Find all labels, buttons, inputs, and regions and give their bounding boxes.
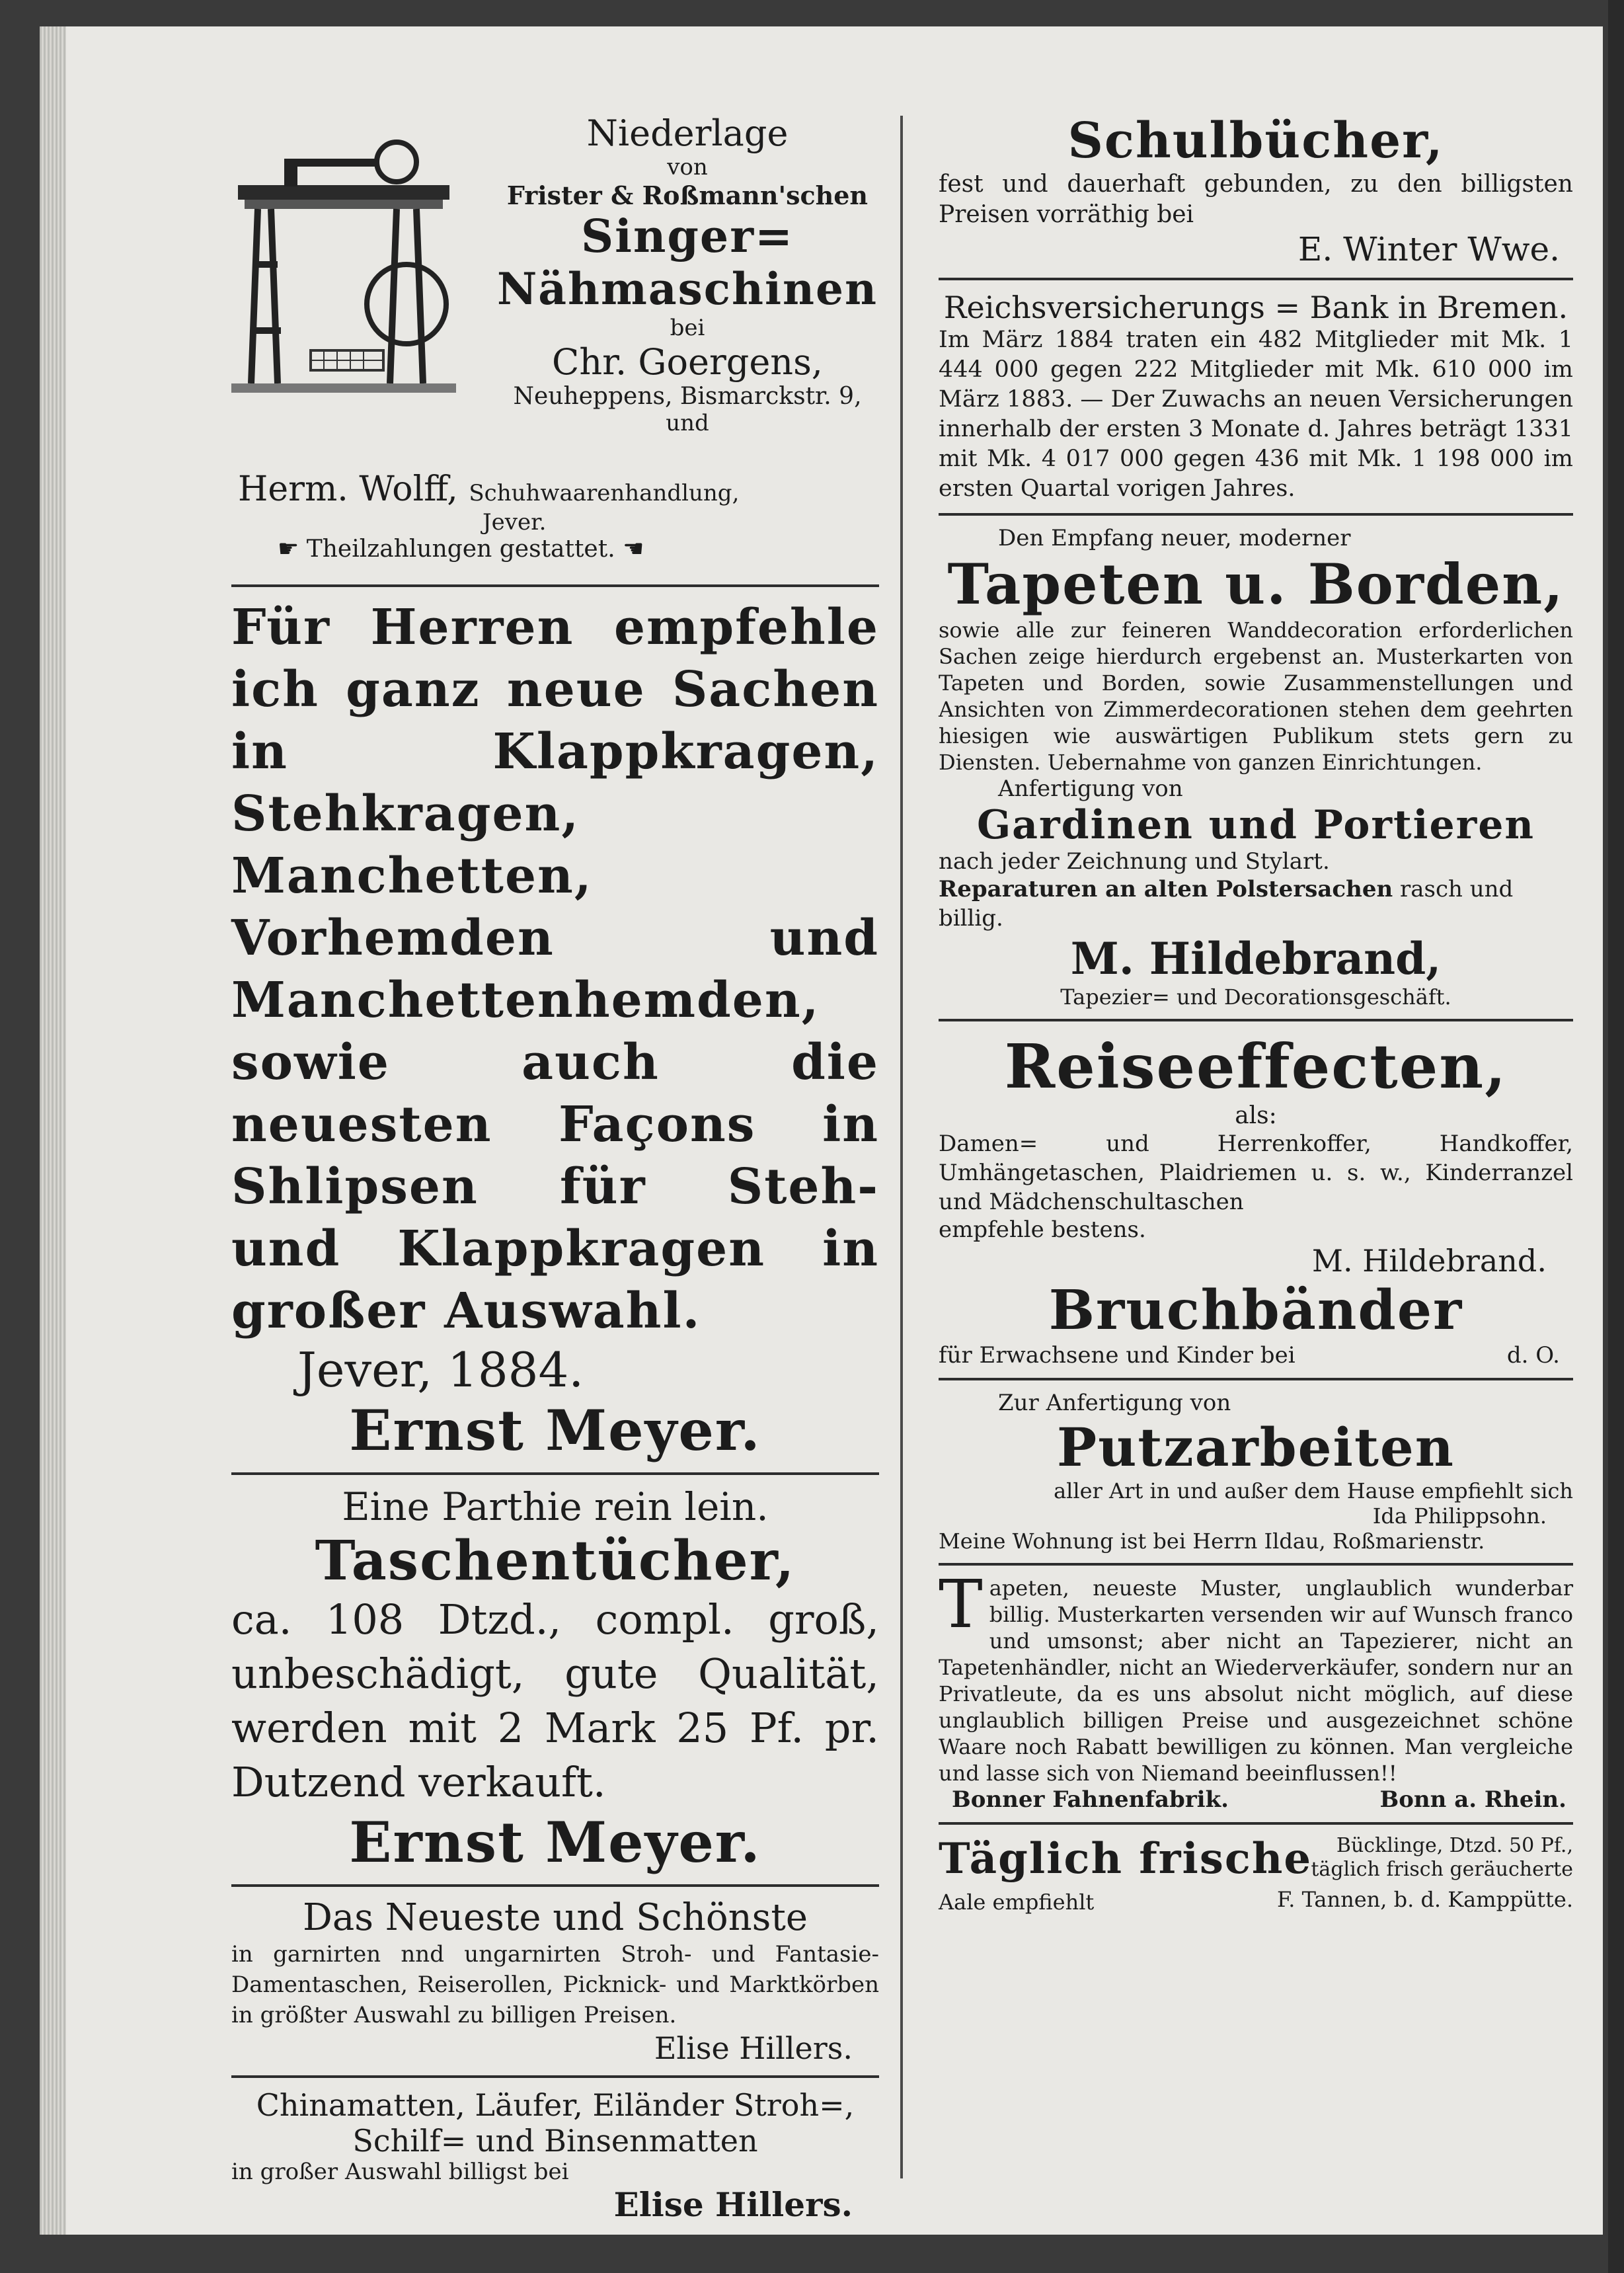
singer-line1: Niederlage <box>586 112 789 154</box>
wolff-line <box>238 469 886 509</box>
tapeten-reparatur <box>939 875 1573 933</box>
taeglich-line: Aale empfiehlt <box>939 1890 1095 1915</box>
matten-line1: Chinamatten, Läufer, Eiländer Stroh=, <box>256 2087 855 2123</box>
bonner-body: apeten, neueste Muster, unglaublich wunderbar billig. Musterkarten versenden wir auf Wunsch franco und umsonst; aber nicht an Tapezierer, nicht an Tapetenhändler, nicht an Wiederverkäufer, sondern nur an Privatleute, da es uns absolut nicht möglich, auf diese unglaublich billigen Preise und ausgezeichnet schöne Waare noch Rabatt bewilligen zu können. Man vergleiche und lasse sich von Niemand beeinflussen!! <box>939 1575 1573 1786</box>
tapeten-anf: Anfertigung von <box>998 776 1183 802</box>
bonner-sig1: Bonner Fahnenfabrik. <box>952 1786 1229 1813</box>
tapeten-signature: M. Hildebrand, <box>1070 933 1442 984</box>
schul-body: fest und dauerhaft gebunden, zu den billigsten Preisen vorräthig bei <box>939 171 1573 228</box>
taschen-line2: Taschentücher, <box>315 1529 796 1593</box>
neueste-body: in garnirten nnd ungarnirten Stroh- und Fantasie-Damentaschen, Reiserollen, Picknick- und Marktkörben in größter Auswahl zu billigen Preisen. <box>231 1941 879 2028</box>
singer-line4: Singer= <box>581 210 794 263</box>
taschen-signature: Ernst Meyer. <box>349 1810 761 1875</box>
singer-line5: Nähmaschinen <box>496 263 878 315</box>
tapeten-head: Tapeten u. Borden, <box>947 551 1565 617</box>
tapeten-intro: Den Empfang neuer, moderner <box>998 525 1351 551</box>
wolff-name: Herm. Wolff, <box>238 469 458 509</box>
rule <box>939 1019 1573 1021</box>
putz-body: aller Art in und außer dem Hause empfiehlt sich <box>1054 1478 1573 1503</box>
schulbuecher-advert <box>939 112 1573 268</box>
rule <box>939 278 1573 280</box>
tapeten-body: sowie alle zur feineren Wanddecoration erforderlichen Sachen zeige hierdurch ergebenst an. Musterkarten von Tapeten und Borden, sowie Zusammenstellungen und Ansichten von Zimmerdecorationen stehen dem geehrten hiesigen wie auswärtigen Publikum stets gern zu Diensten. Uebernahme von ganzen Einrichtungen. <box>939 618 1573 775</box>
bonner-sig-line <box>939 1786 1573 1813</box>
reise-signature: M. Hildebrand. <box>1311 1243 1547 1279</box>
reiseeffecten-advert <box>939 1031 1573 1279</box>
bonner-advert <box>939 1566 1573 1813</box>
matten-signature: Elise Hillers. <box>613 2185 853 2224</box>
wolff-trade: Schuhwaarenhandlung, <box>469 480 740 506</box>
taeglich-sig: F. Tannen, b. d. Kamppütte. <box>1277 1887 1573 1912</box>
installment-line <box>278 536 886 563</box>
taschen-line1: Eine Parthie rein lein. <box>342 1484 769 1529</box>
taeglich-side2: täglich frisch geräucherte <box>1311 1858 1573 1881</box>
rule <box>231 1472 879 1475</box>
putzarbeiten-advert <box>939 1390 1573 1554</box>
putz-name: Ida Philippsohn. <box>1372 1503 1547 1529</box>
rule <box>939 513 1573 516</box>
rule <box>231 2075 879 2078</box>
taeglich-side1: Bücklinge, Dtzd. 50 Pf., <box>1336 1834 1573 1857</box>
singer-line8: Neuheppens, Bismarckstr. 9, <box>513 383 862 410</box>
matten-line3: in großer Auswahl billigst bei <box>231 2159 569 2185</box>
wolff-town: Jever. <box>483 509 547 536</box>
taschentuecher-advert <box>231 1484 879 1875</box>
rule <box>939 1563 1573 1566</box>
bruch-line <box>939 1342 1573 1369</box>
singer-line2: von <box>667 154 708 180</box>
schul-signature: E. Winter Wwe. <box>1297 230 1560 268</box>
herren-place: Jever, 1884. <box>297 1342 584 1398</box>
tapeten-gardinen: Gardinen und Portieren <box>976 802 1535 848</box>
reise-empf: empfehle bestens. <box>939 1216 1146 1243</box>
herren-signature: Ernst Meyer. <box>349 1398 761 1463</box>
tapeten-sub: Tapezier= und Decorationsgeschäft. <box>1060 984 1451 1010</box>
bonner-initial: T <box>939 1566 983 1643</box>
reise-als: als: <box>1235 1102 1277 1129</box>
bonner-body-line <box>939 1566 1573 1786</box>
singer-text-block <box>483 112 892 436</box>
scanner-edge <box>1608 0 1624 2273</box>
neueste-head: Das Neueste und Schönste <box>302 1896 808 1939</box>
putz-addr: Meine Wohnung ist bei Herrn Ildau, Roßmarienstr. <box>939 1529 1485 1554</box>
reichs-head: Reichsversicherungs = Bank in Bremen. <box>943 290 1568 325</box>
page-stack-edge <box>40 26 66 2235</box>
matten-line2: Schilf= und Binsenmatten <box>352 2123 758 2159</box>
column-divider <box>900 116 903 2178</box>
reise-head: Reiseeffecten, <box>1004 1031 1508 1102</box>
rule <box>231 584 879 587</box>
tapeten-rep-bold: Reparaturen an alten Polstersachen <box>939 876 1393 902</box>
matten-advert <box>231 2087 879 2224</box>
bruch-body: für Erwachsene und Kinder bei <box>939 1342 1295 1369</box>
tapeten-nach: nach jeder Zeichnung und Stylart. <box>939 848 1330 875</box>
neueste-signature: Elise Hillers. <box>654 2030 853 2066</box>
singer-advert <box>231 112 879 575</box>
herren-advert <box>231 596 879 1463</box>
bruchbaender-advert <box>939 1279 1573 1369</box>
singer-line7: Chr. Goergens, <box>552 341 823 383</box>
reise-body: Damen= und Herrenkoffer, Handkoffer, Umhängetaschen, Plaidriemen u. s. w., Kinderranzel und Mädchenschultaschen <box>939 1131 1573 1215</box>
sewing-machine-illustration <box>225 132 463 410</box>
bonner-sig2: Bonn a. Rhein. <box>1379 1786 1566 1813</box>
reichsversicherung-advert <box>939 290 1573 504</box>
putz-head: Putzarbeiten <box>1057 1416 1455 1478</box>
right-column <box>939 112 1573 1913</box>
singer-line3: Frister & Roßmann'schen <box>506 180 869 210</box>
left-column <box>231 112 879 2224</box>
singer-line6: bei <box>670 315 705 341</box>
installment-text: Theilzahlungen gestattet. <box>306 536 615 563</box>
taschen-body: ca. 108 Dtzd., compl. groß, unbeschädigt, gute Qualität, werden mit 2 Mark 25 Pf. pr. Dutzend verkauft. <box>231 1595 879 1806</box>
tapeten-advert <box>939 525 1573 1010</box>
reichs-body: Im März 1884 traten ein 482 Mitglieder mit Mk. 1 444 000 gegen 222 Mitglieder mit Mk. 610 000 im März 1883. — Der Zuwachs an neuen Versicherungen innerhalb der ersten 3 Monate d. Jahres beträgt 1331 mit Mk. 4 017 000 gegen 436 mit Mk. 1 198 000 im ersten Quartal vorigen Jahres. <box>939 327 1573 502</box>
rule <box>939 1378 1573 1380</box>
wolff-block <box>238 469 886 563</box>
taeglich-head: Täglich frische <box>939 1834 1313 1884</box>
neueste-advert <box>231 1896 879 2066</box>
singer-line9: und <box>666 410 709 436</box>
rule <box>939 1822 1573 1825</box>
pointing-hand-icon: ☛ <box>278 536 299 563</box>
bruch-sig: d. O. <box>1506 1342 1560 1369</box>
putz-intro: Zur Anfertigung von <box>998 1390 1231 1416</box>
bruch-head: Bruchbänder <box>1048 1279 1463 1342</box>
schul-head: Schulbücher, <box>1067 112 1444 169</box>
tapeten-rep-rest: rasch und billig. <box>939 876 1514 932</box>
taeglich-advert <box>939 1834 1573 1913</box>
herren-body: Für Herren empfehle ich ganz neue Sachen in Klappkragen, Stehkragen, Manchetten, Vorhemden und Manchettenhemden, sowie auch die neuesten Façons in Shlipsen für Steh- und Klappkragen in großer Auswahl. <box>231 599 879 1339</box>
pointing-hand-left-icon: ☚ <box>623 536 644 563</box>
rule <box>231 1884 879 1887</box>
